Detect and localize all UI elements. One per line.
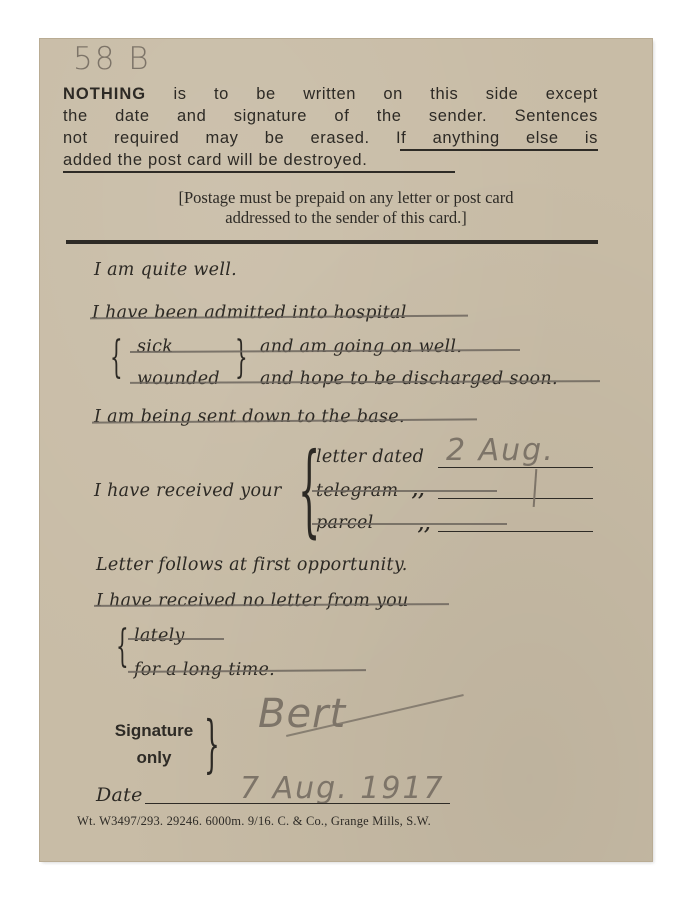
notice-line-3-underlined: If anything else is bbox=[395, 129, 599, 147]
notice-line-2: the date and signature of the sender. Sentences bbox=[63, 107, 598, 125]
notice-line-4: added the post card will be destroyed. bbox=[63, 151, 368, 169]
signature-label-line-2: only bbox=[136, 748, 172, 767]
line-hope-discharged: and hope to be discharged soon. bbox=[260, 369, 558, 389]
line-no-letter: I have received no letter from you bbox=[96, 591, 409, 611]
line-sent-to-base: I am being sent down to the base. bbox=[94, 407, 405, 427]
notice-nothing: NOTHING bbox=[63, 85, 147, 103]
line-letter-follows: Letter follows at first opportunity. bbox=[96, 555, 408, 575]
date-label: Date bbox=[96, 784, 143, 806]
notice-line-1-text: is to be written on this side except bbox=[173, 85, 598, 103]
line-telegram: telegram bbox=[316, 481, 399, 501]
parcel-ditto: ,, bbox=[418, 515, 431, 535]
parcel-line bbox=[438, 531, 593, 532]
brace-lately: { bbox=[116, 621, 129, 672]
notice-line-3-text: not required may be erased. bbox=[63, 129, 370, 147]
brace-sick-wounded-close: } bbox=[235, 332, 248, 383]
telegram-line bbox=[438, 498, 593, 499]
brace-sick-wounded: { bbox=[110, 332, 123, 383]
postage-line-1: [Postage must be prepaid on any letter or post card bbox=[178, 188, 514, 207]
printer-imprint: Wt. W3497/293. 29246. 6000m. 9/16. C. & Co., Grange Mills, S.W. bbox=[77, 814, 431, 828]
line-going-on-well: and am going on well. bbox=[260, 337, 463, 357]
line-lately: lately bbox=[134, 626, 185, 646]
letter-dated-value: 2 Aug. bbox=[446, 433, 555, 468]
strike-telegram bbox=[312, 490, 497, 492]
line-quite-well: I am quite well. bbox=[94, 260, 237, 280]
signature-value: Bert bbox=[258, 691, 347, 737]
notice-line-3 bbox=[63, 127, 598, 149]
strike-lately bbox=[128, 638, 224, 640]
notice-underline-1 bbox=[400, 149, 598, 151]
signature-label-line-1: Signature bbox=[114, 721, 194, 740]
date-value: 7 Aug. 1917 bbox=[240, 771, 445, 806]
notice-underline-2 bbox=[63, 171, 455, 173]
section-divider bbox=[66, 240, 598, 244]
pencil-mark bbox=[533, 469, 538, 507]
telegram-ditto: ,, bbox=[412, 481, 425, 501]
line-long-time: for a long time. bbox=[134, 660, 276, 680]
line-received-your: I have received your bbox=[94, 481, 282, 501]
line-sick: sick bbox=[137, 337, 174, 357]
line-parcel: parcel bbox=[316, 513, 374, 533]
field-service-post-card bbox=[40, 39, 652, 861]
signature-label bbox=[96, 717, 212, 771]
archive-reference: 58 B bbox=[73, 41, 151, 77]
date-line bbox=[145, 803, 450, 804]
strike-parcel bbox=[312, 523, 507, 525]
brace-signature: } bbox=[204, 707, 220, 780]
line-wounded: wounded bbox=[137, 369, 220, 389]
line-admitted: I have been admitted into hospital bbox=[92, 303, 407, 323]
postage-line-2: addressed to the sender of this card.] bbox=[225, 208, 467, 227]
letter-dated-line bbox=[438, 467, 593, 468]
notice-line-1 bbox=[63, 83, 598, 105]
line-letter-dated: letter dated bbox=[316, 447, 425, 467]
brace-received: { bbox=[298, 431, 321, 548]
